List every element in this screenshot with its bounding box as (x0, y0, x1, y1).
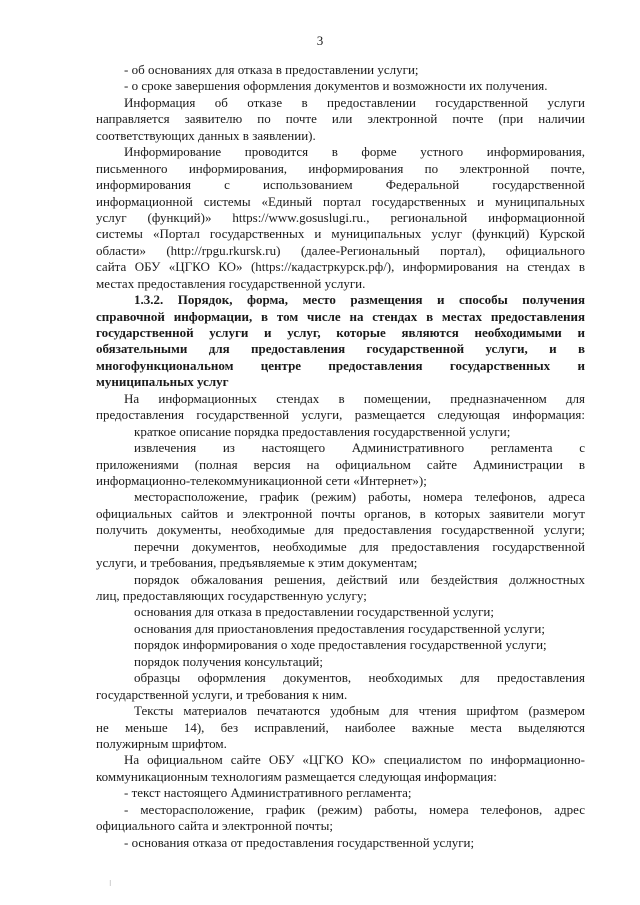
text-line: извлечения из настоящего Административного регламента с (134, 440, 585, 456)
text-line: Информация об отказе в предоставлении государственной услуги (124, 94, 585, 110)
text-line: - месторасположение, график (режим) работы, номера телефонов, адрес (124, 801, 585, 817)
text-line: области» (http://rpgu.rkursk.ru) (далее-Региональный портал), официального (96, 242, 585, 258)
text-line: услуги, и требования, предъявляемые к этим документам; (96, 555, 418, 571)
text-line: соответствующих данных в заявлении). (96, 127, 316, 143)
text-line: - о сроке завершения оформления документов и возможности их получения. (124, 78, 548, 94)
text-line: справочной информации, в том числе на стендах в местах предоставления (96, 308, 585, 324)
text-line: - текст настоящего Административного регламента; (124, 785, 412, 801)
text-line: 1.3.2. Порядок, форма, место размещения и способы получения (134, 292, 585, 308)
text-line: месторасположение, график (режим) работы, номера телефонов, адреса (134, 489, 585, 505)
text-line: порядок информирования о ходе предоставления государственной услуги; (134, 637, 547, 653)
text-line: направляется заявителю по почте или электронной почте (при наличии (96, 111, 585, 127)
text-line: получить документы, необходимые для предоставления государственной услуги; (96, 522, 585, 538)
text-line: порядок обжалования решения, действий или бездействия должностных (134, 571, 585, 587)
text-line: предоставления государственной услуги, размещается следующая информация: (96, 407, 585, 423)
text-line: перечни документов, необходимые для предоставления государственной (134, 538, 585, 554)
text-line: информационной системы «Единый портал государственных и муниципальных (96, 193, 585, 209)
text-line: Тексты материалов печатаются удобным для чтения шрифтом (размером (134, 703, 585, 719)
text-line: официальных сайтов и электронной почты органов, в которых заявители могут (96, 505, 585, 521)
text-line: государственной услуги, и требования к ним. (96, 686, 348, 702)
document-body (96, 62, 585, 851)
text-line: услуг (функций)» https://www.gosuslugi.ru., региональной информационной (96, 209, 585, 225)
text-line: многофункциональном центре предоставления государственных и (96, 357, 585, 373)
text-line: муниципальных услуг (96, 374, 229, 390)
text-line: государственной услуги и услуг, которые являются необходимыми и (96, 325, 585, 340)
text-line: образцы оформления документов, необходимых для предоставления (134, 670, 585, 686)
text-line: лиц, предоставляющих государственную услугу; (96, 588, 367, 603)
text-line: - об основаниях для отказа в предоставлении услуги; (124, 62, 419, 77)
scan-artifact-mark: ⁝ (109, 879, 112, 888)
text-line: На информационных стендах в помещении, предназначенном для (124, 390, 585, 406)
text-line: официального сайта и электронной почты; (96, 818, 333, 834)
text-line: информирования с использованием Федеральной государственной (96, 177, 585, 193)
text-line: Информирование проводится в форме устного информирования, (124, 144, 585, 160)
text-line: приложениями (полная версия на официальном сайте Администрации в (96, 456, 585, 472)
text-line: краткое описание порядка предоставления государственной услуги; (134, 423, 511, 439)
text-line: полужирным шрифтом. (96, 735, 227, 751)
text-line: сайта ОБУ «ЦГКО КО» (https://кадастркурск.рф/), информирования на стендах в (96, 259, 585, 275)
text-line: коммуникационным технологиям размещается следующая информация: (96, 768, 497, 784)
text-line: системы «Портал государственных и муниципальных услуг (функций) Курской (96, 226, 585, 242)
text-line: не меньше 14), без исправлений, наиболее важные места выделяются (96, 719, 585, 735)
text-line: - основания отказа от предоставления государственной услуги; (124, 834, 475, 850)
text-line: местах предоставления государственной услуги. (96, 275, 366, 291)
page-number: 3 (316, 33, 324, 48)
text-line: основания для приостановления предоставления государственной услуги; (134, 620, 546, 636)
text-line: обязательными для предоставления государственной услуги, и в (96, 341, 585, 357)
text-line: порядок получения консультаций; (134, 653, 323, 669)
text-line: информационно-телекоммуникационной сети «Интернет»); (96, 472, 427, 488)
text-line: основания для отказа в предоставлении государственной услуги; (134, 604, 494, 620)
text-line: На официальном сайте ОБУ «ЦГКО КО» специалистом по информационно- (124, 752, 585, 768)
text-line: письменного информирования, информирования по электронной почте, (96, 160, 585, 176)
